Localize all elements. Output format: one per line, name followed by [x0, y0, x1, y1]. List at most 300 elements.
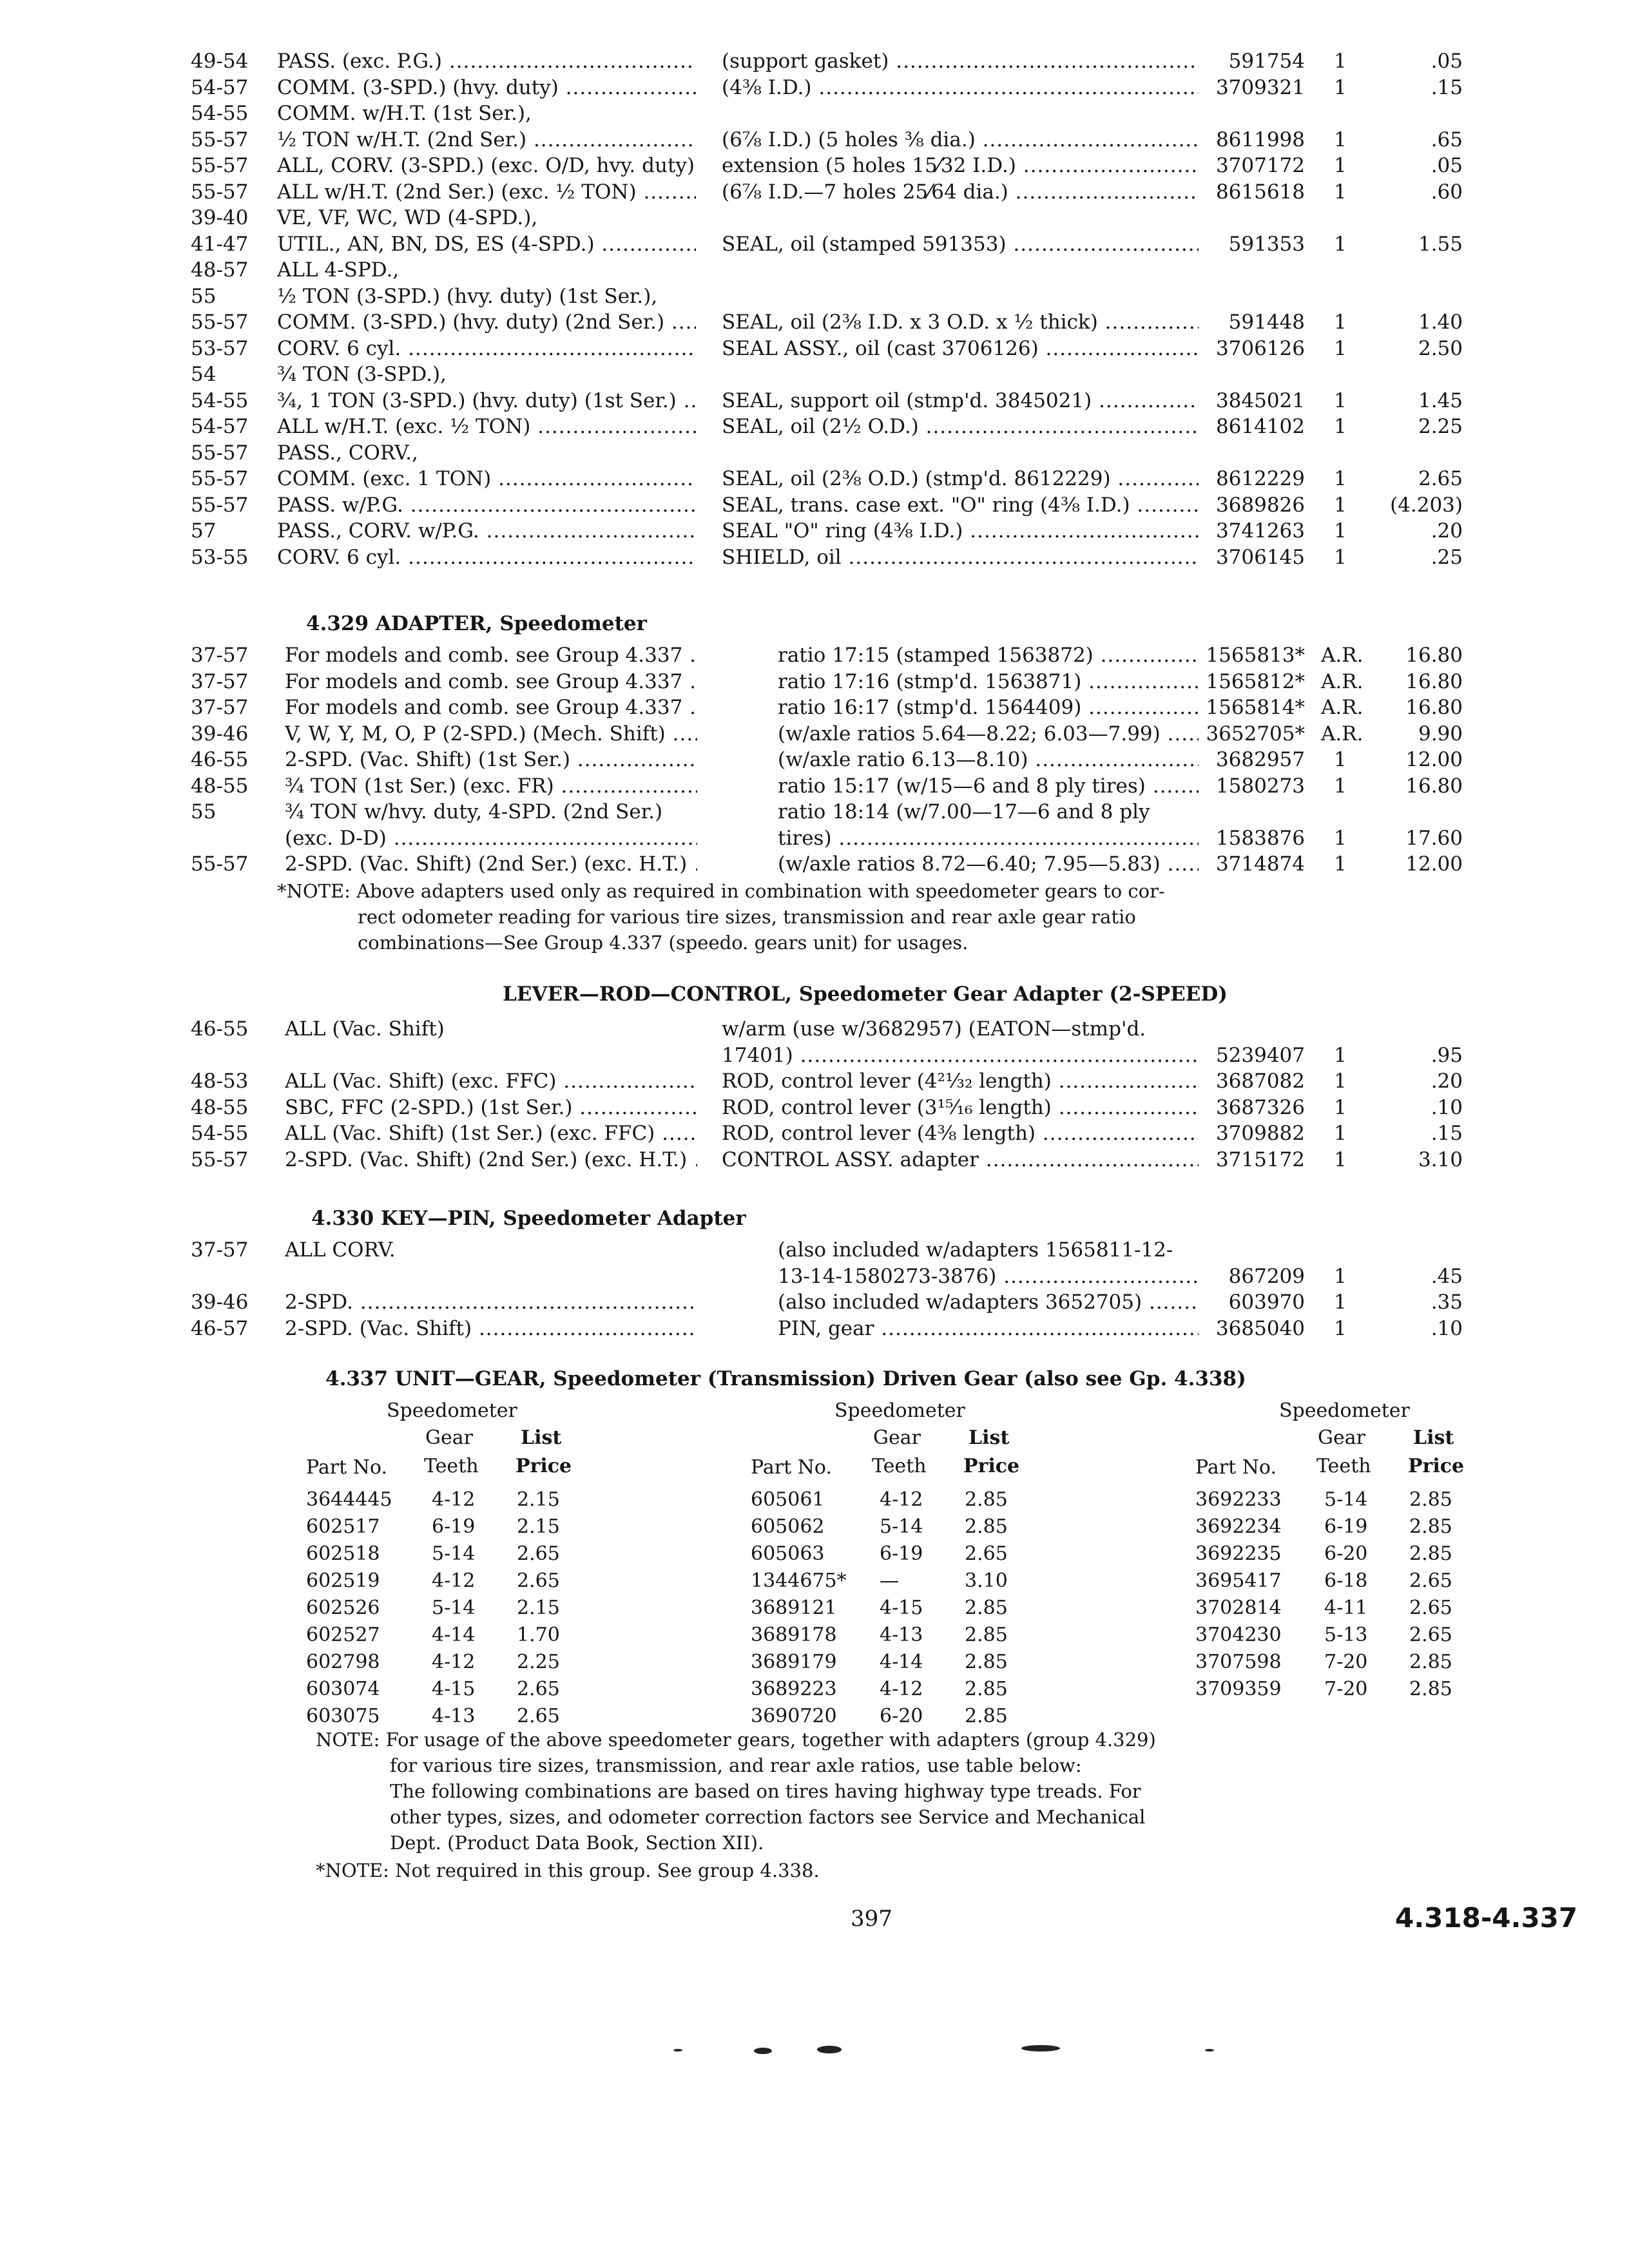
parts-row — [0, 1264, 1629, 1290]
gear-teeth: 5-14 — [432, 1597, 476, 1619]
parts-row — [0, 544, 1629, 571]
part-number: 3709321 — [1215, 75, 1305, 99]
gear-part-number: 3692233 — [1195, 1488, 1282, 1511]
gear-teeth: — — [880, 1570, 899, 1592]
parts-row — [0, 1289, 1629, 1316]
quantity: 1 — [1334, 1070, 1347, 1093]
list-price: 16.80 — [1405, 669, 1463, 693]
gear-price: 2.85 — [1409, 1488, 1452, 1511]
gear-part-number: 3704230 — [1195, 1624, 1282, 1646]
quantity: A.R. — [1321, 644, 1364, 667]
model-years: 48-57 — [191, 258, 249, 282]
list-price: .45 — [1431, 1264, 1463, 1288]
keypin-heading: 4.330 KEY—PIN, Speedometer Adapter — [311, 1207, 746, 1230]
model-description: COMM. (exc. 1 TON) ..... — [277, 466, 696, 492]
model-years: 53-57 — [191, 336, 249, 360]
gear-part-number: 3692235 — [1195, 1542, 1282, 1565]
gear-teeth: 4-12 — [880, 1678, 923, 1700]
parts-row — [0, 669, 1629, 695]
model-years: 55-57 — [191, 128, 249, 151]
model-description: ALL 4-SPD., — [277, 258, 400, 282]
gear-price: 2.65 — [1409, 1597, 1452, 1619]
model-years: 55-57 — [191, 154, 249, 177]
parts-row — [0, 309, 1629, 336]
model-description: COMM. w/H.T. (1st Ser.), — [277, 102, 532, 125]
list-header: List — [521, 1427, 562, 1449]
quantity: 1 — [1334, 50, 1347, 73]
teeth-header: Teeth — [872, 1455, 927, 1477]
model-years: 39-46 — [191, 722, 249, 745]
quantity: 1 — [1334, 1316, 1347, 1340]
list-price: .20 — [1431, 1070, 1463, 1093]
model-years: 48-53 — [191, 1070, 249, 1093]
model-description: 2-SPD. (Vac. Shift) (2nd Ser.) (exc. H.T.) ..... — [285, 851, 697, 878]
speedometer-header: Speedometer — [834, 1399, 965, 1422]
parts-row — [0, 747, 1629, 773]
gear-price: 2.15 — [517, 1597, 560, 1619]
quantity: 1 — [1334, 415, 1347, 438]
gear-teeth: 6-20 — [1324, 1542, 1368, 1565]
part-description: SEAL ASSY., oil (cast 3706126) ..... — [722, 336, 1199, 362]
parts-row — [0, 440, 1629, 466]
parts-row — [0, 1043, 1629, 1069]
part-description: SEAL, oil (2½ O.D.) ..... — [722, 414, 1199, 440]
parts-row — [0, 205, 1629, 231]
model-description: ¾ TON (3-SPD.), — [277, 363, 447, 386]
model-description: 2-SPD. (Vac. Shift) (2nd Ser.) (exc. H.T.) ..... — [285, 1147, 697, 1173]
gear-part-number: 1344675* — [751, 1570, 847, 1592]
model-years: 54-55 — [191, 389, 249, 412]
list-price: .05 — [1431, 50, 1463, 73]
part-number: 3685040 — [1215, 1316, 1305, 1340]
price-header: Price — [1408, 1455, 1465, 1477]
adapter-heading: 4.329 ADAPTER, Speedometer — [306, 612, 647, 635]
quantity: 1 — [1334, 1148, 1347, 1171]
gear-part-number: 3644445 — [306, 1488, 392, 1511]
model-years: 39-40 — [191, 206, 249, 229]
quantity: 1 — [1334, 467, 1347, 490]
part-number: 3687082 — [1215, 1070, 1305, 1093]
gear-teeth: 4-12 — [432, 1570, 476, 1592]
page-number: 397 — [851, 1906, 892, 1932]
part-description: ROD, control lever (4²¹⁄₃₂ length) ..... — [722, 1068, 1199, 1095]
model-years: 53-55 — [191, 545, 249, 569]
part-description: ratio 16:17 (stmp'd. 1564409) ..... — [778, 695, 1199, 721]
parts-row — [0, 101, 1629, 127]
model-description: ¾ TON (1st Ser.) (exc. FR) ..... — [285, 773, 697, 800]
gear-part-number: 602527 — [306, 1624, 380, 1646]
part-description: ratio 15:17 (w/15—6 and 8 ply tires) ..... — [778, 773, 1199, 800]
part-description: ratio 17:15 (stamped 1563872) ..... — [778, 642, 1199, 669]
quantity: 1 — [1334, 545, 1347, 569]
gear-part-number: 603075 — [306, 1705, 380, 1727]
list-price: 16.80 — [1405, 774, 1463, 798]
list-price: 2.50 — [1418, 336, 1463, 360]
model-description: For models and comb. see Group 4.337 ..... — [285, 669, 697, 695]
gear-teeth: 7-20 — [1324, 1651, 1368, 1673]
list-price: .20 — [1431, 519, 1463, 543]
model-description: VE, VF, WC, WD (4-SPD.), — [277, 206, 538, 229]
model-description: ALL w/H.T. (exc. ½ TON) ..... — [277, 414, 696, 440]
list-price: 1.55 — [1418, 232, 1463, 256]
part-description: (also included w/adapters 3652705) ..... — [778, 1289, 1199, 1316]
parts-row — [0, 695, 1629, 721]
part-no-header: Part No. — [306, 1456, 387, 1479]
part-number: 3689826 — [1215, 493, 1305, 517]
list-price: 1.45 — [1418, 389, 1463, 412]
gear-price: 2.85 — [1409, 1651, 1452, 1673]
model-years: 54-57 — [191, 75, 249, 99]
parts-row — [0, 284, 1629, 310]
quantity: A.R. — [1321, 722, 1364, 745]
lever-heading: LEVER—ROD—CONTROL, Speedometer Gear Adapter (2-SPEED) — [503, 983, 1228, 1006]
list-price: .15 — [1431, 1122, 1463, 1145]
model-description: PASS., CORV., — [277, 441, 418, 465]
note-line: other types, sizes, and odometer correction factors see Service and Mechanical — [390, 1806, 1146, 1828]
list-price: .15 — [1431, 75, 1463, 99]
model-description: ¾ TON w/hvy. duty, 4-SPD. (2nd Ser.) — [285, 800, 663, 823]
list-price: .10 — [1431, 1095, 1463, 1119]
part-description: ROD, control lever (3¹⁵⁄₁₆ length) ..... — [722, 1095, 1199, 1121]
part-description: SHIELD, oil ..... — [722, 544, 1199, 571]
part-number: 1565812* — [1206, 669, 1305, 693]
model-description: ALL (Vac. Shift) (exc. FFC) ..... — [285, 1068, 697, 1095]
part-number: 3714874 — [1215, 852, 1305, 876]
gear-price: 2.85 — [965, 1651, 1008, 1673]
part-description: (also included w/adapters 1565811-12- — [778, 1238, 1173, 1262]
model-years: 37-57 — [191, 644, 249, 667]
price-header: Price — [516, 1455, 572, 1477]
part-number: 591353 — [1228, 232, 1305, 256]
model-years: 54 — [191, 363, 217, 386]
gear-price: 2.85 — [965, 1624, 1008, 1646]
model-description: SBC, FFC (2-SPD.) (1st Ser.) ..... — [285, 1095, 697, 1121]
part-number: 3652705* — [1206, 722, 1305, 745]
parts-row — [0, 388, 1629, 414]
gear-part-number: 602517 — [306, 1515, 380, 1538]
model-years: 48-55 — [191, 1095, 249, 1119]
part-description: SEAL, oil (2⅜ I.D. x 3 O.D. x ½ thick) ..... — [722, 309, 1199, 336]
gear-teeth: 5-14 — [1324, 1488, 1368, 1511]
gear-part-number: 3702814 — [1195, 1597, 1282, 1619]
parts-row — [0, 518, 1629, 544]
part-description: CONTROL ASSY. adapter ..... — [722, 1147, 1199, 1173]
part-number: 8615618 — [1215, 180, 1305, 204]
gear-part-number: 605061 — [751, 1488, 825, 1511]
list-price: 16.80 — [1405, 644, 1463, 667]
parts-row — [0, 1147, 1629, 1173]
parts-row — [0, 414, 1629, 440]
part-description: ratio 17:16 (stmp'd. 1563871) ..... — [778, 669, 1199, 695]
parts-row — [0, 466, 1629, 492]
parts-row — [0, 799, 1629, 825]
part-description: tires) ..... — [778, 825, 1199, 852]
unit-gear-heading: 4.337 UNIT—GEAR, Speedometer (Transmission) Driven Gear (also see Gp. 4.338) — [325, 1367, 1246, 1390]
gear-part-number: 603074 — [306, 1678, 380, 1700]
part-number: 3715172 — [1215, 1148, 1305, 1171]
model-years: 55-57 — [191, 441, 249, 465]
model-description: ALL w/H.T. (2nd Ser.) (exc. ½ TON) ..... — [277, 179, 696, 206]
model-years: 46-55 — [191, 748, 249, 771]
list-price: .25 — [1431, 545, 1463, 569]
gear-part-number: 3709359 — [1195, 1678, 1282, 1700]
part-number: 3707172 — [1215, 154, 1305, 177]
gear-price: 2.85 — [1409, 1678, 1452, 1700]
model-description: PASS., CORV. w/P.G. ..... — [277, 518, 696, 544]
price-header: Price — [963, 1455, 1020, 1477]
gear-price: 2.65 — [1409, 1570, 1452, 1592]
model-years: 55-57 — [191, 852, 249, 876]
model-description: COMM. (3-SPD.) (hvy. duty) (2nd Ser.) ..... — [277, 309, 696, 336]
list-price: 3.10 — [1418, 1148, 1463, 1171]
model-description: 2-SPD. ..... — [285, 1289, 697, 1316]
model-description: (exc. D-D) ..... — [285, 825, 697, 852]
teeth-header: Teeth — [1316, 1455, 1371, 1477]
model-years: 37-57 — [191, 696, 249, 719]
quantity: A.R. — [1321, 696, 1364, 719]
speedometer-header: Speedometer — [1279, 1399, 1410, 1422]
gear-price: 2.85 — [965, 1678, 1008, 1700]
part-number: 1565814* — [1206, 696, 1305, 719]
model-years: 54-55 — [191, 102, 249, 125]
gear-price: 2.15 — [517, 1515, 560, 1538]
gear-part-number: 3689179 — [751, 1651, 837, 1673]
quantity: 1 — [1334, 232, 1347, 256]
gear-header: Gear — [1318, 1427, 1365, 1449]
model-years: 55 — [191, 284, 217, 308]
list-price: (4.203) — [1390, 493, 1463, 517]
part-number: 591448 — [1228, 311, 1305, 334]
model-years: 55-57 — [191, 1148, 249, 1171]
part-no-header: Part No. — [751, 1456, 832, 1479]
part-description: (6⅞ I.D.) (5 holes ⅜ dia.) ..... — [722, 127, 1199, 153]
part-description: (6⅞ I.D.—7 holes 25⁄64 dia.) ..... — [722, 179, 1199, 206]
part-number: 8611998 — [1215, 128, 1305, 151]
parts-row — [0, 48, 1629, 75]
quantity: 1 — [1334, 1043, 1347, 1067]
gear-teeth: 6-18 — [1324, 1570, 1368, 1592]
note-line: Dept. (Product Data Book, Section XII). — [390, 1832, 764, 1854]
gear-price: 2.65 — [517, 1570, 560, 1592]
model-years: 54-57 — [191, 415, 249, 438]
gear-price: 2.65 — [517, 1705, 560, 1727]
gear-price: 1.70 — [517, 1624, 560, 1646]
teeth-header: Teeth — [424, 1455, 479, 1477]
list-price: 2.65 — [1418, 467, 1463, 490]
gear-part-number: 602526 — [306, 1597, 380, 1619]
part-number: 8612229 — [1215, 467, 1305, 490]
quantity: 1 — [1334, 75, 1347, 99]
parts-row — [0, 1316, 1629, 1342]
gear-header: Gear — [873, 1427, 921, 1449]
model-years: 55-57 — [191, 493, 249, 517]
gear-price: 2.65 — [965, 1542, 1008, 1565]
gear-teeth: 6-19 — [880, 1542, 923, 1565]
quantity: 1 — [1334, 1095, 1347, 1119]
gear-price: 2.25 — [517, 1651, 560, 1673]
note-line: NOTE: For usage of the above speedometer gears, together with adapters (group 4.329) — [316, 1729, 1156, 1751]
quantity: 1 — [1334, 774, 1347, 798]
gear-part-number: 605062 — [751, 1515, 825, 1538]
model-description: ALL (Vac. Shift) (1st Ser.) (exc. FFC) ..... — [285, 1120, 697, 1147]
quantity: 1 — [1334, 748, 1347, 771]
gear-teeth: 4-14 — [432, 1624, 476, 1646]
parts-row — [0, 1068, 1629, 1095]
parts-row — [0, 721, 1629, 747]
note-line: The following combinations are based on tires having highway type treads. For — [390, 1780, 1141, 1802]
part-description: SEAL, oil (2⅜ O.D.) (stmp'd. 8612229) ..... — [722, 466, 1199, 492]
gear-teeth: 5-14 — [432, 1542, 476, 1565]
gear-teeth: 6-19 — [432, 1515, 476, 1538]
part-description: (support gasket) ..... — [722, 48, 1199, 75]
model-description: CORV. 6 cyl. ..... — [277, 336, 696, 362]
part-description: (w/axle ratio 6.13—8.10) ..... — [778, 747, 1199, 773]
parts-row — [0, 1120, 1629, 1147]
part-number: 3682957 — [1215, 748, 1305, 771]
parts-row — [0, 773, 1629, 800]
quantity: 1 — [1334, 826, 1347, 850]
model-years: 48-55 — [191, 774, 249, 798]
part-description: (4⅜ I.D.) ..... — [722, 75, 1199, 101]
model-years: 46-57 — [191, 1316, 249, 1340]
gear-price: 2.65 — [517, 1542, 560, 1565]
part-description: 13-14-1580273-3876) ..... — [778, 1264, 1199, 1290]
part-number: 3706145 — [1215, 545, 1305, 569]
note-line: *NOTE: Not required in this group. See group 4.338. — [316, 1860, 820, 1881]
gear-teeth: 4-14 — [880, 1651, 923, 1673]
part-no-header: Part No. — [1195, 1456, 1277, 1479]
model-years: 55-57 — [191, 467, 249, 490]
model-years: 55 — [191, 800, 217, 823]
part-description: SEAL, oil (stamped 591353) ..... — [722, 231, 1199, 258]
model-description: COMM. (3-SPD.) (hvy. duty) ..... — [277, 75, 696, 101]
model-description: PASS. (exc. P.G.) ..... — [277, 48, 696, 75]
note-line: combinations—See Group 4.337 (speedo. gears unit) for usages. — [358, 932, 969, 954]
gear-teeth: 4-13 — [432, 1705, 476, 1727]
list-price: 17.60 — [1405, 826, 1463, 850]
list-price: 12.00 — [1405, 748, 1463, 771]
list-header: List — [1413, 1427, 1454, 1449]
model-description: ½ TON (3-SPD.) (hvy. duty) (1st Ser.), — [277, 284, 658, 308]
quantity: 1 — [1334, 311, 1347, 334]
parts-row — [0, 179, 1629, 206]
part-number: 5239407 — [1215, 1043, 1305, 1067]
parts-row — [0, 336, 1629, 362]
part-number: 603970 — [1228, 1291, 1305, 1314]
lever-parts-list — [0, 1016, 1629, 1173]
model-years: 37-57 — [191, 1238, 249, 1262]
part-number: 1580273 — [1215, 774, 1305, 798]
part-number: 3706126 — [1215, 336, 1305, 360]
list-price: 9.90 — [1418, 722, 1463, 745]
list-price: .10 — [1431, 1316, 1463, 1340]
part-description: w/arm (use w/3682957) (EATON—stmp'd. — [722, 1017, 1146, 1041]
list-price: .95 — [1431, 1043, 1463, 1067]
gear-part-number: 3689223 — [751, 1678, 837, 1700]
parts-row — [0, 642, 1629, 669]
parts-row — [0, 231, 1629, 258]
parts-row — [0, 127, 1629, 153]
gear-price: 3.10 — [965, 1570, 1008, 1592]
parts-row — [0, 1016, 1629, 1043]
model-description: V, W, Y, M, O, P (2-SPD.) (Mech. Shift) ..... — [285, 721, 697, 747]
speedometer-header: Speedometer — [387, 1399, 517, 1422]
part-number: 3687326 — [1215, 1095, 1305, 1119]
model-description: For models and comb. see Group 4.337 ..... — [285, 642, 697, 669]
note-line: *NOTE: Above adapters used only as required in combination with speedometer gears to cor- — [277, 880, 1165, 902]
gear-price: 2.15 — [517, 1488, 560, 1511]
model-description: 2-SPD. (Vac. Shift) ..... — [285, 1316, 697, 1342]
gear-part-number: 3690720 — [751, 1705, 837, 1727]
part-number: 1565813* — [1206, 644, 1305, 667]
quantity: 1 — [1334, 493, 1347, 517]
gear-price: 2.85 — [1409, 1515, 1452, 1538]
part-description: ratio 18:14 (w/7.00—17—6 and 8 ply — [778, 800, 1150, 823]
gear-header: Gear — [425, 1427, 473, 1449]
quantity: 1 — [1334, 1264, 1347, 1288]
model-description: ALL (Vac. Shift) — [285, 1017, 445, 1041]
model-years: 55-57 — [191, 180, 249, 204]
model-years: 39-46 — [191, 1291, 249, 1314]
model-years: 46-55 — [191, 1017, 249, 1041]
gear-part-number: 3695417 — [1195, 1570, 1282, 1592]
note-line: for various tire sizes, transmission, and rear axle ratios, use table below: — [390, 1754, 1082, 1776]
gear-part-number: 3689178 — [751, 1624, 837, 1646]
quantity: 1 — [1334, 852, 1347, 876]
gear-teeth: 7-20 — [1324, 1678, 1368, 1700]
model-years: 54-55 — [191, 1122, 249, 1145]
gear-teeth: 5-13 — [1324, 1624, 1368, 1646]
gear-price: 2.65 — [517, 1678, 560, 1700]
quantity: 1 — [1334, 336, 1347, 360]
gear-teeth: 5-14 — [880, 1515, 923, 1538]
model-years: 55-57 — [191, 311, 249, 334]
gear-part-number: 3692234 — [1195, 1515, 1282, 1538]
gear-teeth: 4-12 — [432, 1651, 476, 1673]
gear-teeth: 4-13 — [880, 1624, 923, 1646]
part-description: PIN, gear ..... — [778, 1316, 1199, 1342]
model-description: CORV. 6 cyl. ..... — [277, 544, 696, 571]
parts-row — [0, 825, 1629, 852]
part-number: 8614102 — [1215, 415, 1305, 438]
part-number: 867209 — [1228, 1264, 1305, 1288]
gear-part-number: 3689121 — [751, 1597, 837, 1619]
part-number: 591754 — [1228, 50, 1305, 73]
part-number: 3709882 — [1215, 1122, 1305, 1145]
quantity: 1 — [1334, 180, 1347, 204]
list-price: 16.80 — [1405, 696, 1463, 719]
list-price: .60 — [1431, 180, 1463, 204]
model-description: 2-SPD. (Vac. Shift) (1st Ser.) ..... — [285, 747, 697, 773]
gear-teeth: 4-11 — [1324, 1597, 1368, 1619]
gear-part-number: 602519 — [306, 1570, 380, 1592]
quantity: 1 — [1334, 519, 1347, 543]
gear-price: 2.65 — [1409, 1624, 1452, 1646]
list-price: .35 — [1431, 1291, 1463, 1314]
part-number: 3741263 — [1215, 519, 1305, 543]
parts-row — [0, 1237, 1629, 1264]
model-description: PASS. w/P.G. ..... — [277, 492, 696, 519]
parts-row — [0, 492, 1629, 519]
model-years: 49-54 — [191, 50, 249, 73]
gear-teeth: 4-15 — [880, 1597, 923, 1619]
model-description: UTIL., AN, BN, DS, ES (4-SPD.) ..... — [277, 231, 696, 258]
seal-parts-list — [0, 48, 1629, 570]
part-description: extension (5 holes 15⁄32 I.D.) ..... — [722, 153, 1199, 179]
quantity: 1 — [1334, 1122, 1347, 1145]
gear-price: 2.85 — [965, 1488, 1008, 1511]
quantity: 1 — [1334, 128, 1347, 151]
